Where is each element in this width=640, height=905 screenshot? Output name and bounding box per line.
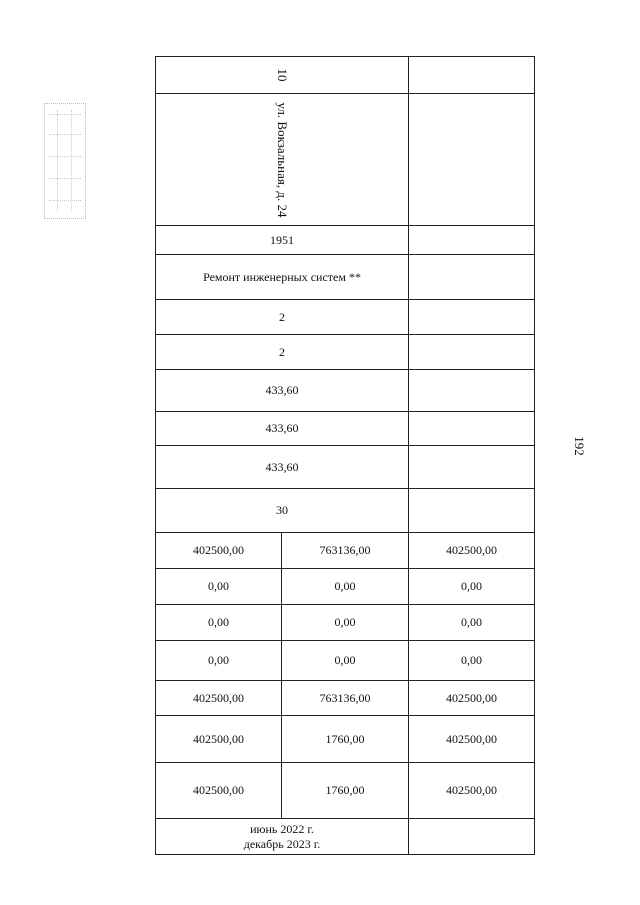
- table-cell: 433,60: [156, 446, 409, 489]
- table-cell: 402500,00: [409, 763, 535, 819]
- table-row: [156, 226, 535, 255]
- table-cell-empty: [409, 57, 535, 94]
- table-cell: 402500,00: [156, 763, 282, 819]
- period-start: июнь 2022 г.: [250, 821, 314, 836]
- table-cell: 433,60: [156, 412, 409, 446]
- table-cell: 402500,00: [409, 716, 535, 763]
- table-row: [156, 370, 535, 412]
- table-cell: [156, 819, 409, 855]
- page-number: 192: [571, 436, 587, 456]
- table-cell: 0,00: [156, 569, 282, 605]
- table-cell: [156, 94, 409, 226]
- table-row: [156, 819, 535, 855]
- table-cell-empty: [409, 446, 535, 489]
- table-cell: 0,00: [156, 641, 282, 681]
- table-cell: 402500,00: [409, 533, 535, 569]
- table-cell: 1951: [156, 226, 409, 255]
- table-row: [156, 57, 535, 94]
- table-cell: 763136,00: [282, 681, 409, 716]
- table-cell-empty: [409, 412, 535, 446]
- table-row: [156, 94, 535, 226]
- table-cell: 402500,00: [156, 681, 282, 716]
- table-row: [156, 300, 535, 335]
- table-cell-empty: [409, 300, 535, 335]
- table-cell: 0,00: [282, 569, 409, 605]
- period-end: декабрь 2023 г.: [243, 836, 321, 851]
- table-cell: 402500,00: [409, 681, 535, 716]
- table-row: [156, 641, 535, 681]
- table-cell-empty: [409, 335, 535, 370]
- table-cell-empty: [409, 370, 535, 412]
- table-cell: 402500,00: [156, 716, 282, 763]
- stamp-mark: [44, 103, 86, 219]
- table-row: [156, 489, 535, 533]
- table-row: [156, 335, 535, 370]
- table-row: [156, 446, 535, 489]
- table-cell: 1760,00: [282, 716, 409, 763]
- table-cell: 763136,00: [282, 533, 409, 569]
- table-cell-empty: [409, 94, 535, 226]
- table-cell: 30: [156, 489, 409, 533]
- table-cell: 2: [156, 300, 409, 335]
- table-cell: 0,00: [282, 641, 409, 681]
- table-row: [156, 533, 535, 569]
- table-cell-empty: [409, 489, 535, 533]
- table-row: [156, 763, 535, 819]
- table-row: [156, 716, 535, 763]
- table-cell: 433,60: [156, 370, 409, 412]
- table-cell-empty: [409, 819, 535, 855]
- table-cell: 0,00: [409, 605, 535, 641]
- table-row: [156, 681, 535, 716]
- table-row: [156, 569, 535, 605]
- address: ул. Вокзальная, д. 24: [275, 102, 290, 217]
- table-row: [156, 412, 535, 446]
- table-cell: 2: [156, 335, 409, 370]
- data-table: [155, 56, 535, 855]
- table-row: [156, 255, 535, 300]
- table-cell: 1760,00: [282, 763, 409, 819]
- table-cell: 0,00: [409, 641, 535, 681]
- table-cell: Ремонт инженерных систем **: [156, 255, 409, 300]
- table-cell: 0,00: [282, 605, 409, 641]
- table-cell: 0,00: [409, 569, 535, 605]
- table-cell-empty: [409, 226, 535, 255]
- house-number: 10: [275, 68, 290, 82]
- table-cell-empty: [409, 255, 535, 300]
- table-cell: [156, 57, 409, 94]
- table-cell: 402500,00: [156, 533, 282, 569]
- table-cell: 0,00: [156, 605, 282, 641]
- table-row: [156, 605, 535, 641]
